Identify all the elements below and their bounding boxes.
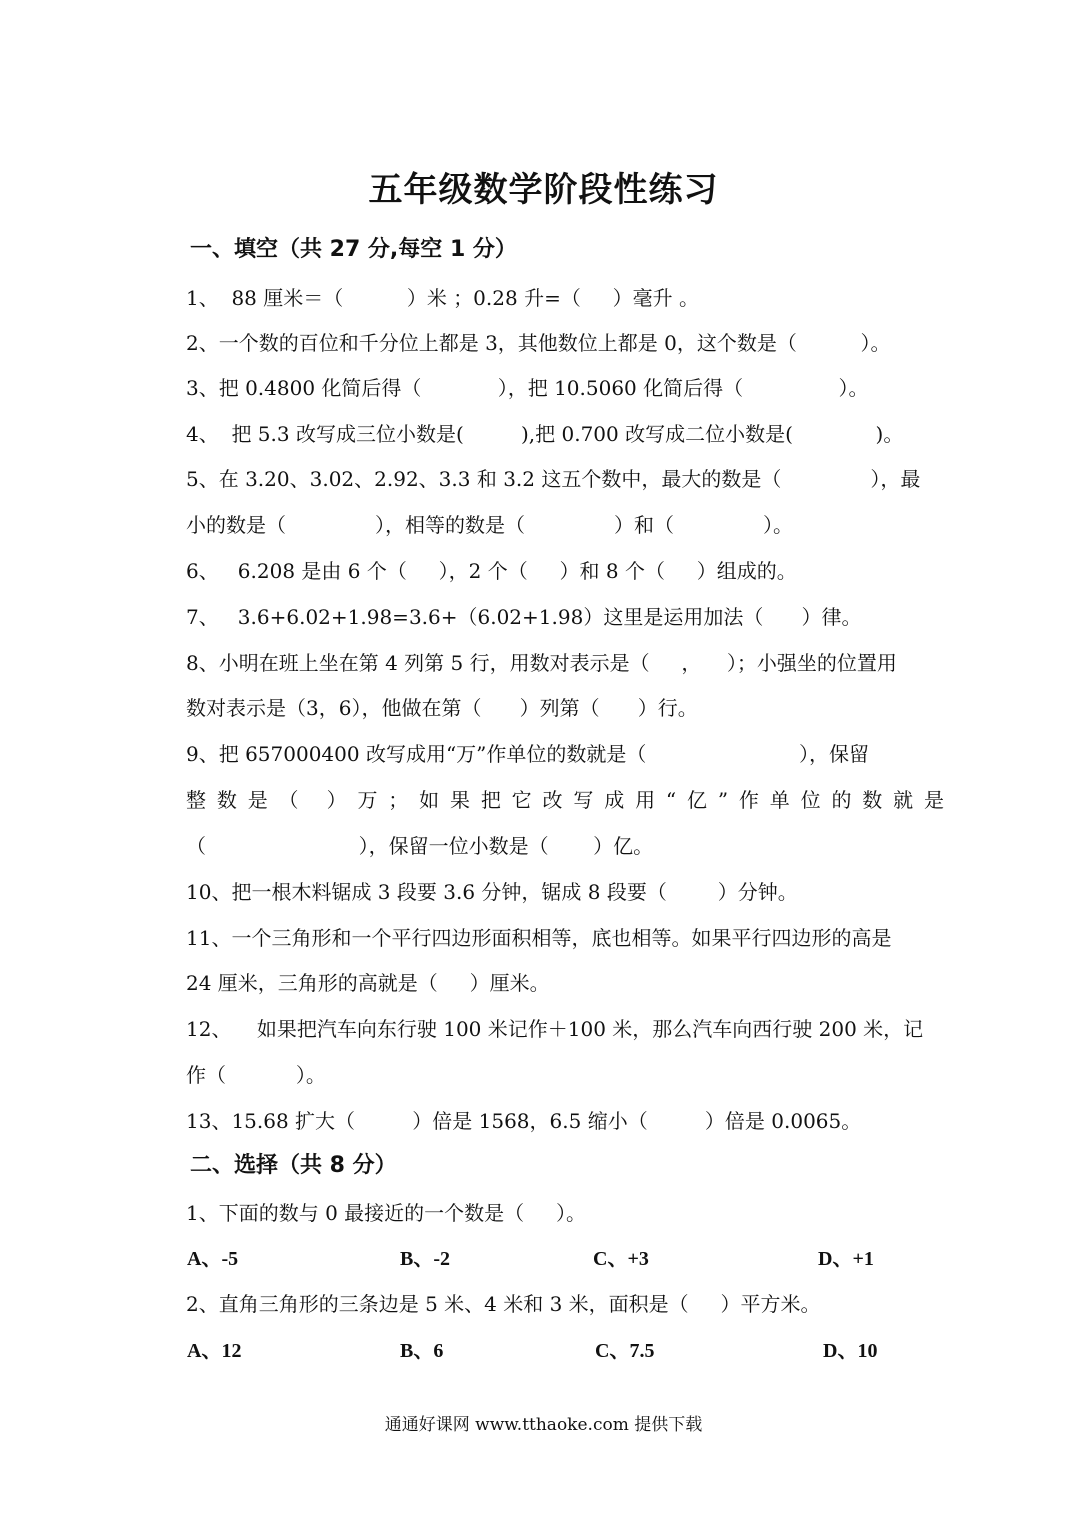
- question-line: 12、 如果把汽车向东行驶 100 米记作＋100 米，那么汽车向西行驶 200 米，记: [186, 1017, 924, 1041]
- choice-option-a: A、-5: [187, 1248, 239, 1270]
- footer-credit: 通通好课网 www.tthaoke.com 提供下载: [384, 1415, 703, 1435]
- question-line: 3、把 0.4800 化简后得（ ），把 10.5060 化简后得（ ）。: [186, 376, 869, 400]
- choice-option-b: B、6: [400, 1340, 444, 1362]
- choice-option-b: B、-2: [400, 1248, 450, 1270]
- question-line: 24 厘米，三角形的高就是（ ）厘米。: [186, 971, 550, 995]
- question-line: 6、 6.208 是由 6 个（ ），2 个（ ）和 8 个（ ）组成的。: [186, 559, 797, 583]
- question-line: 5、在 3.20、3.02、2.92、3.3 和 3.2 这五个数中，最大的数是（ ），最: [186, 467, 921, 491]
- question-line: 小的数是（ ），相等的数是（ ）和（ ）。: [186, 513, 794, 537]
- question-line: 8、小明在班上坐在第 4 列第 5 行，用数对表示是（ ， ）；小强坐的位置用: [186, 651, 897, 675]
- question-line: 数对表示是（3，6），他做在第（ ）列第（ ）行。: [186, 696, 698, 720]
- choice-question-1: 1、下面的数与 0 最接近的一个数是（ ）。: [186, 1201, 586, 1225]
- question-line: 13、15.68 扩大（ ）倍是 1568，6.5 缩小（ ）倍是 0.0065。: [186, 1109, 862, 1133]
- question-line: 9、把 657000400 改写成用“万”作单位的数就是（ ），保留: [186, 742, 869, 766]
- choice-option-d: D、10: [823, 1340, 878, 1362]
- question-line: 10、把一根木料锯成 3 段要 3.6 分钟，锯成 8 段要（ ）分钟。: [186, 880, 798, 904]
- question-line: 2、一个数的百位和千分位上都是 3，其他数位上都是 0，这个数是（ ）。: [186, 331, 891, 355]
- section-heading-choice: 二、选择（共 8 分）: [190, 1153, 397, 1178]
- choice-option-d: D、+1: [818, 1248, 874, 1270]
- question-line: 4、 把 5.3 改写成三位小数是( ),把 0.700 改写成二位小数是( )。: [186, 422, 904, 446]
- page-title: 五年级数学阶段性练习: [368, 170, 719, 210]
- choice-option-c: C、7.5: [595, 1340, 655, 1362]
- section-heading-fill-in: 一、填空（共 27 分,每空 1 分）: [190, 237, 517, 262]
- question-line: 作（ ）。: [186, 1063, 326, 1087]
- question-line: 11、一个三角形和一个平行四边形面积相等，底也相等。如果平行四边形的高是: [186, 926, 892, 950]
- question-line: 7、 3.6+6.02+1.98=3.6+（6.02+1.98）这里是运用加法（ ）律。: [186, 605, 862, 629]
- choice-option-c: C、+3: [593, 1248, 649, 1270]
- question-line: （ ），保留一位小数是（ ）亿。: [186, 834, 654, 858]
- choice-question-2: 2、直角三角形的三条边是 5 米、4 米和 3 米，面积是（ ）平方米。: [186, 1292, 821, 1316]
- choice-option-a: A、12: [187, 1340, 242, 1362]
- question-line: 整数是（ ）万；如果把它改写成用“亿”作单位的数就是: [186, 788, 944, 812]
- question-line: 1、 88 厘米＝（ ）米 ；0.28 升=（ ）毫升 。: [186, 286, 699, 310]
